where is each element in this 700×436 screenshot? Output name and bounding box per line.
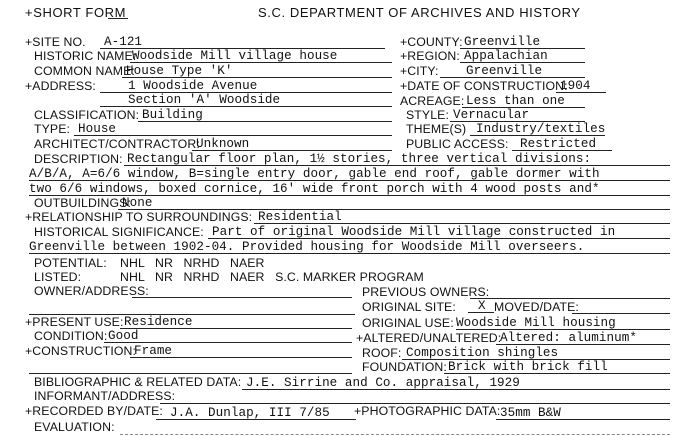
historical-significance-rule2 xyxy=(29,253,670,254)
photographic-data-label: +PHOTOGRAPHIC DATA: xyxy=(354,404,501,418)
owner-address-line xyxy=(132,297,352,298)
description-rule2 xyxy=(29,180,670,181)
county-value: Greenville xyxy=(464,35,541,49)
construction-line2 xyxy=(29,373,352,374)
description-rule1 xyxy=(124,165,670,166)
construction-label: +CONSTRUCTION: xyxy=(25,344,137,358)
roof-label: ROOF: xyxy=(362,346,402,360)
city-label: +CITY: xyxy=(400,64,439,78)
altered-value: Altered: aluminum* xyxy=(500,331,637,345)
description-label: DESCRIPTION: xyxy=(34,152,123,166)
site-no-value: A-121 xyxy=(104,35,143,49)
photographic-data-value: 35mm B&W xyxy=(500,406,561,420)
city-line xyxy=(440,77,585,78)
region-line xyxy=(460,62,585,63)
listed-label: LISTED: xyxy=(34,270,82,284)
architect-label: ARCHITECT/CONTRACTOR: xyxy=(34,137,200,151)
outbuildings-label: OUTBUILDINGS: xyxy=(34,196,131,210)
present-use-line xyxy=(120,328,352,329)
condition-label: CONDITION: xyxy=(34,329,108,343)
historic-name-value: Woodside Mill village house xyxy=(132,49,338,63)
type-line xyxy=(74,135,392,136)
foundation-line xyxy=(444,373,670,374)
foundation-label: FOUNDATION: xyxy=(362,360,447,374)
relationship-label: +RELATIONSHIP TO SURROUNDINGS: xyxy=(25,210,253,224)
present-use-label: +PRESENT USE: xyxy=(25,315,124,329)
department-title: S.C. DEPARTMENT OF ARCHIVES AND HISTORY xyxy=(258,5,581,20)
architect-value: Unknown xyxy=(196,137,250,151)
address-line2: Section 'A' Woodside xyxy=(128,93,281,107)
date-of-construction-value: 1904 xyxy=(560,79,591,93)
classification-label: CLASSIFICATION: xyxy=(34,108,140,122)
architect-line xyxy=(192,150,392,151)
original-use-label: ORIGINAL USE: xyxy=(362,316,454,330)
public-access-value: Restricted xyxy=(520,137,597,151)
original-use-line xyxy=(456,329,670,330)
previous-owners-label: PREVIOUS OWNERS: xyxy=(362,285,490,299)
common-name-label: COMMON NAME: xyxy=(34,64,135,78)
construction-value: Frame xyxy=(134,344,173,358)
address-line1: 1 Woodside Avenue xyxy=(128,79,258,93)
description-line3: two 6/6 windows, boxed cornice, 16' wide front porch with 4 wood posts and* xyxy=(29,182,600,196)
public-access-line xyxy=(512,150,612,151)
style-label: STYLE: xyxy=(406,108,449,122)
historical-significance-line1: Part of original Woodside Mill village constructed in xyxy=(212,225,616,239)
outbuildings-value: None xyxy=(122,196,153,210)
recorded-by-label: +RECORDED BY/DATE: xyxy=(25,404,163,418)
bibliographic-value: J.E. Sirrine and Co. appraisal, 1929 xyxy=(246,376,520,390)
potential-label: POTENTIAL: xyxy=(34,256,107,270)
original-site-line xyxy=(468,312,494,313)
evaluation-line xyxy=(120,434,670,435)
themes-line xyxy=(470,135,605,136)
original-site-label: ORIGINAL SITE: xyxy=(362,300,456,314)
present-use-value: Residence xyxy=(124,315,193,329)
site-no-label: +SITE NO. xyxy=(25,35,86,49)
altered-line xyxy=(496,344,670,345)
owner-address-label: OWNER/ADDRESS: xyxy=(34,284,149,298)
style-value: Vernacular xyxy=(453,108,530,122)
address-line2-rule xyxy=(100,106,392,107)
historical-significance-rule1 xyxy=(208,238,670,239)
historical-significance-label: HISTORICAL SIGNIFICANCE: xyxy=(34,225,204,239)
county-label: +COUNTY: xyxy=(400,35,463,49)
themes-label: THEME(S) xyxy=(406,122,467,136)
region-value: Appalachian xyxy=(464,49,548,63)
historic-name-line xyxy=(130,62,392,63)
informant-label: INFORMANT/ADDRESS: xyxy=(34,389,176,403)
condition-value: Good xyxy=(108,329,139,343)
bibliographic-label: BIBLIOGRAPHIC & RELATED DATA: xyxy=(34,375,242,389)
altered-label: +ALTERED/UNALTERED: xyxy=(356,331,502,345)
type-label: TYPE: xyxy=(34,122,71,136)
region-label: +REGION: xyxy=(400,49,460,63)
moved-date-line xyxy=(572,313,670,314)
date-of-construction-label: +DATE OF CONSTRUCTION: xyxy=(400,79,568,93)
classification-value: Building xyxy=(142,108,203,122)
common-name-value: House Type 'K' xyxy=(126,64,233,78)
common-name-line xyxy=(122,77,392,78)
previous-owners-line xyxy=(470,298,670,299)
classification-line xyxy=(138,121,392,122)
date-line xyxy=(556,92,606,93)
relationship-line xyxy=(254,223,670,224)
description-line2: A/B/A, A=6/6 window, B=single entry door, gable end roof, gable dormer with xyxy=(29,167,600,181)
form-type: +SHORT FORM xyxy=(25,5,127,20)
original-use-value: Woodside Mill housing xyxy=(456,316,616,330)
moved-date-label: MOVED/DATE: xyxy=(494,300,579,314)
public-access-label: PUBLIC ACCESS: xyxy=(406,137,509,151)
potential-options: NHL NR NRHD NAER xyxy=(120,256,265,270)
bibliographic-line xyxy=(242,389,670,390)
address-label: +ADDRESS: xyxy=(25,79,96,93)
historic-name-label: HISTORIC NAME: xyxy=(34,49,137,63)
historical-significance-line2: Greenville between 1902-04. Provided housing for Woodside Mill overseers. xyxy=(29,240,585,254)
evaluation-label: EVALUATION: xyxy=(34,420,115,434)
photographic-data-line xyxy=(496,419,670,420)
acreage-value: Less than one xyxy=(466,94,565,108)
description-line1: Rectangular floor plan, 1½ stories, three vertical divisions: xyxy=(127,152,592,166)
roof-value: Composition shingles xyxy=(406,346,559,360)
original-site-mark: X xyxy=(478,299,486,313)
acreage-label: ACREAGE: xyxy=(400,94,465,108)
relationship-value: Residential xyxy=(258,210,342,224)
city-value: Greenville xyxy=(466,64,543,78)
type-value: House xyxy=(78,122,117,136)
condition-line xyxy=(104,342,352,343)
construction-line xyxy=(130,357,352,358)
foundation-value: Brick with brick fill xyxy=(448,360,608,374)
themes-value: Industry/textiles xyxy=(476,122,606,136)
listed-options: NHL NR NRHD NAER S.C. MARKER PROGRAM xyxy=(120,270,424,284)
form-type-underline xyxy=(108,18,128,19)
recorded-by-value: J.A. Dunlap, III 7/85 xyxy=(170,406,330,420)
recorded-by-line xyxy=(156,419,356,420)
